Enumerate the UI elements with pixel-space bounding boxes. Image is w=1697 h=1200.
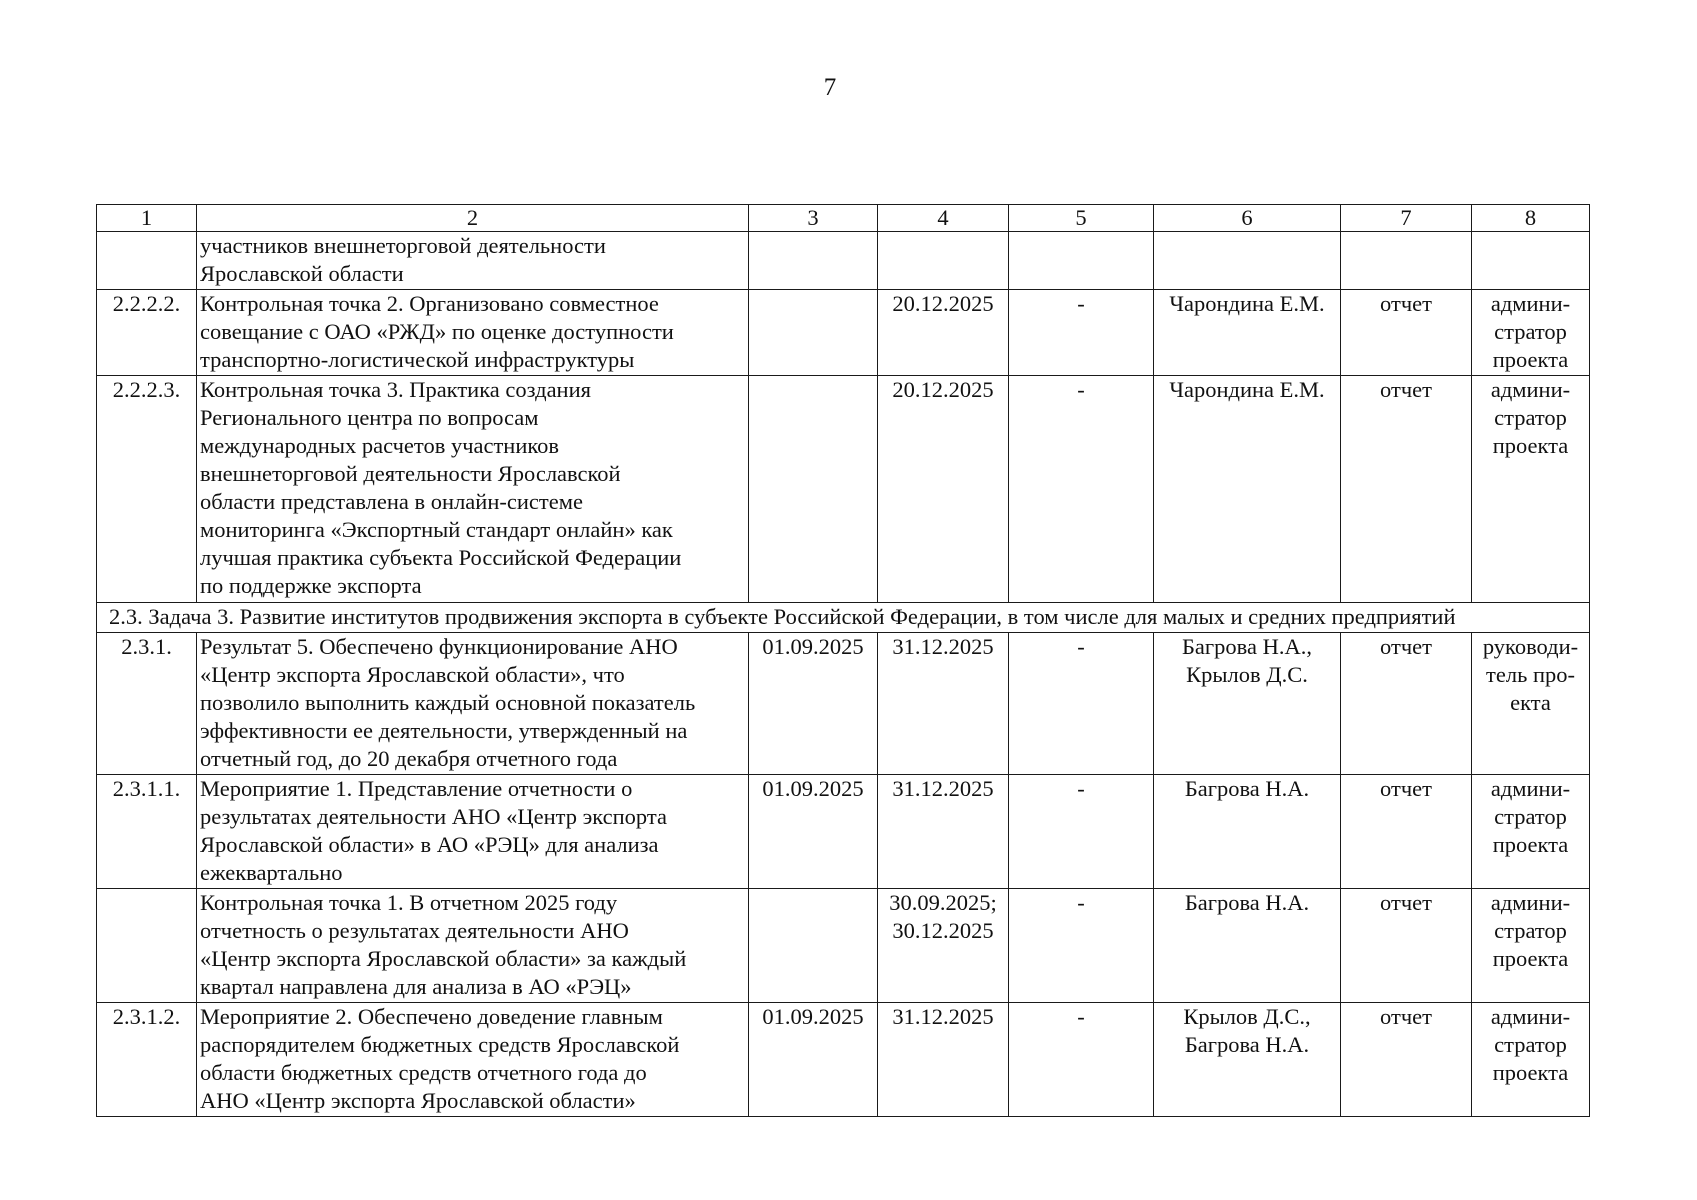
responsible-person: Чарондина Е.М.	[1154, 376, 1341, 603]
end-date: 20.12.2025	[878, 376, 1009, 603]
document-type: отчет	[1341, 633, 1472, 775]
row-description: участников внешнеторговой деятельности Ярославской области	[197, 232, 749, 290]
column-number: 4	[878, 205, 1009, 232]
role: админи- стратор проекта	[1472, 1003, 1590, 1117]
start-date	[749, 889, 878, 1003]
end-date: 31.12.2025	[878, 775, 1009, 889]
end-date: 31.12.2025	[878, 633, 1009, 775]
document-type	[1341, 232, 1472, 290]
table-row	[97, 232, 1590, 290]
table-row	[97, 775, 1590, 889]
document-type: отчет	[1341, 889, 1472, 1003]
row-number: 2.3.1.1.	[97, 775, 197, 889]
row-description: Контрольная точка 3. Практика создания Регионального центра по вопросам международных расчетов участников внешнеторговой деятельности Ярославской области представлена в онлайн-системе мониторинга «Экспортный стандарт онлайн» как лучшая практика субъекта Российской Федерации по поддержке экспорта	[197, 376, 749, 603]
column-number: 5	[1009, 205, 1154, 232]
start-date: 01.09.2025	[749, 1003, 878, 1117]
role: админи- стратор проекта	[1472, 889, 1590, 1003]
document-type: отчет	[1341, 290, 1472, 376]
column-number-row	[97, 205, 1590, 232]
responsible-person: Чарондина Е.М.	[1154, 290, 1341, 376]
column-number: 1	[97, 205, 197, 232]
column-number: 8	[1472, 205, 1590, 232]
role: админи- стратор проекта	[1472, 775, 1590, 889]
table-row	[97, 1003, 1590, 1117]
column-5-value: -	[1009, 290, 1154, 376]
end-date: 20.12.2025	[878, 290, 1009, 376]
document-type: отчет	[1341, 1003, 1472, 1117]
row-description: Мероприятие 2. Обеспечено доведение главным распорядителем бюджетных средств Ярославской области бюджетных средств отчетного года до АНО «Центр экспорта Ярославской области»	[197, 1003, 749, 1117]
task-heading-row	[97, 603, 1590, 633]
row-number: 2.3.1.2.	[97, 1003, 197, 1117]
task-heading: 2.3. Задача 3. Развитие институтов продвижения экспорта в субъекте Российской Федерации, в том числе для малых и средних предприятий	[97, 603, 1590, 633]
responsible-person: Багрова Н.А., Крылов Д.С.	[1154, 633, 1341, 775]
row-description: Результат 5. Обеспечено функционирование АНО «Центр экспорта Ярославской области», что позволило выполнить каждый основной показатель эффективности ее деятельности, утвержденный на отчетный год, до 20 декабря отчетного года	[197, 633, 749, 775]
row-number	[97, 232, 197, 290]
role: админи- стратор проекта	[1472, 376, 1590, 603]
start-date	[749, 290, 878, 376]
row-description: Контрольная точка 1. В отчетном 2025 году отчетность о результатах деятельности АНО «Центр экспорта Ярославской области» за каждый квартал направлена для анализа в АО «РЭЦ»	[197, 889, 749, 1003]
table-row	[97, 889, 1590, 1003]
responsible-person	[1154, 232, 1341, 290]
role	[1472, 232, 1590, 290]
document-type: отчет	[1341, 376, 1472, 603]
column-5-value: -	[1009, 1003, 1154, 1117]
column-5-value: -	[1009, 889, 1154, 1003]
row-number	[97, 889, 197, 1003]
start-date	[749, 376, 878, 603]
table-row	[97, 290, 1590, 376]
start-date	[749, 232, 878, 290]
page-number: 7	[823, 74, 837, 101]
responsible-person: Багрова Н.А.	[1154, 775, 1341, 889]
column-5-value: -	[1009, 376, 1154, 603]
responsible-person: Багрова Н.А.	[1154, 889, 1341, 1003]
start-date: 01.09.2025	[749, 633, 878, 775]
column-5-value	[1009, 232, 1154, 290]
end-date	[878, 232, 1009, 290]
row-number: 2.3.1.	[97, 633, 197, 775]
end-date: 31.12.2025	[878, 1003, 1009, 1117]
responsible-person: Крылов Д.С., Багрова Н.А.	[1154, 1003, 1341, 1117]
column-5-value: -	[1009, 775, 1154, 889]
role: руководи- тель про- екта	[1472, 633, 1590, 775]
table-row	[97, 376, 1590, 603]
row-number: 2.2.2.2.	[97, 290, 197, 376]
row-description: Контрольная точка 2. Организовано совместное совещание с ОАО «РЖД» по оценке доступности транспортно-логистической инфраструктуры	[197, 290, 749, 376]
column-number: 3	[749, 205, 878, 232]
column-number: 2	[197, 205, 749, 232]
plan-table	[96, 204, 1590, 1117]
start-date: 01.09.2025	[749, 775, 878, 889]
document-type: отчет	[1341, 775, 1472, 889]
row-number: 2.2.2.3.	[97, 376, 197, 603]
column-5-value: -	[1009, 633, 1154, 775]
column-number: 6	[1154, 205, 1341, 232]
role: админи- стратор проекта	[1472, 290, 1590, 376]
column-number: 7	[1341, 205, 1472, 232]
end-date: 30.09.2025; 30.12.2025	[878, 889, 1009, 1003]
row-description: Мероприятие 1. Представление отчетности о результатах деятельности АНО «Центр экспорта Ярославской области» в АО «РЭЦ» для анализа ежеквартально	[197, 775, 749, 889]
table-row	[97, 633, 1590, 775]
